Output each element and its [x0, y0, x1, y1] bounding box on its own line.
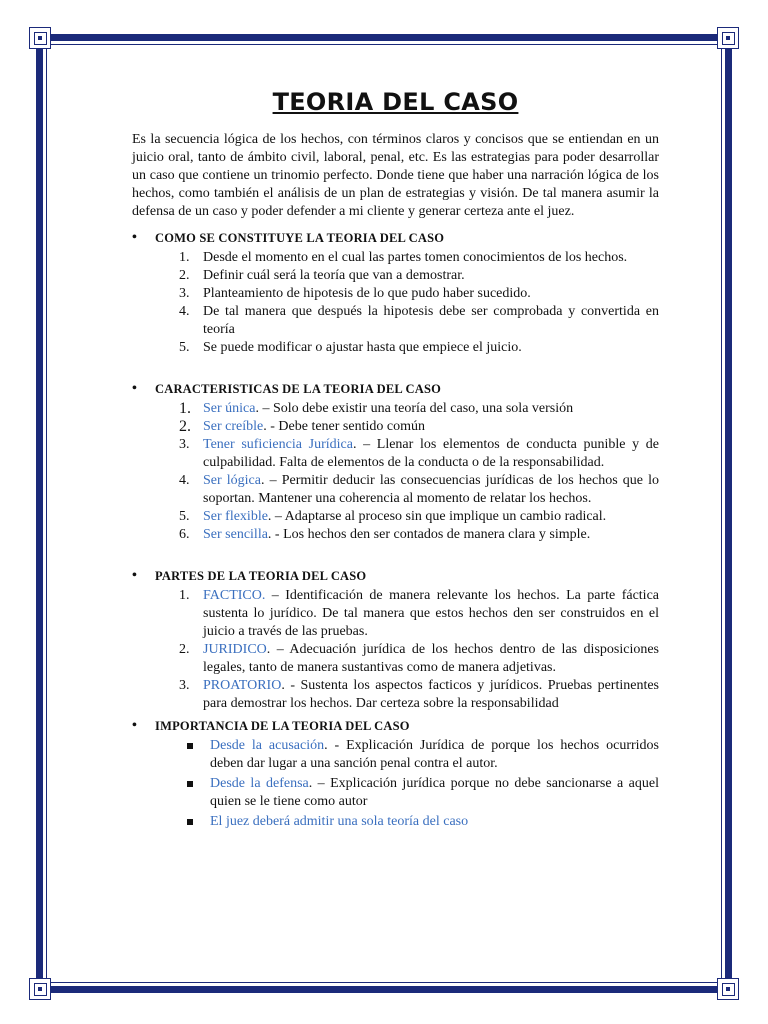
border-corner-ornament: [29, 978, 51, 1000]
section-heading-text: CARACTERISTICAS DE LA TEORIA DEL CASO: [155, 382, 442, 396]
item-number: 5.: [179, 509, 190, 524]
item-text: . - Los hechos den ser contados de manera clara y simple.: [267, 527, 591, 542]
square-bullet-icon: [187, 819, 193, 825]
numbered-list: [132, 587, 659, 713]
item-term: Ser flexible: [203, 509, 268, 524]
item-number: 2.: [179, 268, 190, 283]
list-item: [132, 508, 659, 526]
section-heading-text: PARTES DE LA TEORIA DEL CASO: [155, 569, 367, 583]
list-item: [132, 641, 659, 677]
item-term: El juez deberá admitir una sola teoría del caso: [210, 814, 469, 829]
item-term: Ser lógica: [203, 473, 261, 488]
section-importance: [132, 717, 659, 831]
item-text: . - Explicación Jurídica de porque los hechos ocurridos deben dar lugar a una sanción penal contra el autor.: [210, 738, 659, 771]
bullet-icon: •: [132, 230, 138, 245]
item-text: . - Sustenta los aspectos facticos y jurídicos. Pruebas pertinentes para demostrar los hechos. Dar certeza sobre la responsabilidad: [203, 678, 659, 711]
square-bullet-list: [132, 737, 659, 831]
item-number: 1.: [179, 250, 190, 265]
item-number: 3.: [179, 437, 190, 452]
square-bullet-icon: [187, 781, 193, 787]
list-item: [132, 677, 659, 713]
item-term: PROATORIO: [203, 678, 282, 693]
square-bullet-icon: [187, 743, 193, 749]
item-text: . – Explicación jurídica porque no debe sancionarse a aquel quien se le tiene como autor: [210, 776, 659, 809]
item-number: 6.: [179, 527, 190, 542]
list-item: [132, 436, 659, 472]
list-item: [132, 775, 659, 811]
item-number: 2.: [179, 418, 191, 435]
list-item: [132, 813, 659, 831]
list-item: [132, 267, 659, 285]
list-item: [132, 472, 659, 508]
item-number: 1.: [179, 588, 190, 603]
bullet-icon: •: [132, 718, 138, 733]
item-text: . - Debe tener sentido común: [263, 419, 425, 434]
item-term: Desde la defensa: [210, 776, 309, 791]
list-item: [132, 418, 659, 436]
section-heading-text: IMPORTANCIA DE LA TEORIA DEL CASO: [155, 719, 410, 733]
item-term: Desde la acusación: [210, 738, 325, 753]
section-heading: [132, 229, 659, 247]
border-corner-ornament: [717, 27, 739, 49]
item-term: Tener suficiencia Jurídica: [203, 437, 353, 452]
item-term: Ser creíble: [203, 419, 264, 434]
section-constitution: [132, 229, 659, 357]
list-item: [132, 526, 659, 544]
list-item: [132, 285, 659, 303]
item-term: Ser sencilla: [203, 527, 268, 542]
list-item: [132, 587, 659, 641]
item-text: Desde el momento en el cual las partes tomen conocimientos de los hechos.: [203, 250, 628, 265]
item-text: Definir cuál será la teoría que van a demostrar.: [203, 268, 465, 283]
item-text: De tal manera que después la hipotesis debe ser comprobada y convertida en teoría: [203, 304, 659, 337]
item-text: . – Llenar los elementos de conducta punible y de culpabilidad. Falta de elementos de la conducta o de la responsabilidad.: [203, 437, 659, 470]
item-text: Se puede modificar o ajustar hasta que empiece el juicio.: [203, 340, 522, 355]
item-number: 4.: [179, 304, 190, 319]
item-text: . – Adecuación jurídica de los hechos dentro de las disposiciones legales, tanto de manera sustantivas como de manera adjetivas.: [203, 642, 659, 675]
item-text: – Identificación de manera relevante los hechos. La parte fáctica sustenta lo jurídico. De tal manera que estos hechos den ser construidos en el juicio a través de las pruebas.: [203, 588, 659, 639]
item-number: 3.: [179, 678, 190, 693]
list-item: [132, 737, 659, 773]
item-text: Planteamiento de hipotesis de lo que pudo haber sucedido.: [203, 286, 531, 301]
list-item: [132, 249, 659, 267]
item-text: . – Adaptarse al proceso sin que implique un cambio radical.: [267, 509, 607, 524]
list-item: [132, 339, 659, 357]
item-text: . – Solo debe existir una teoría del caso, una sola versión: [255, 401, 574, 416]
section-heading: [132, 567, 659, 585]
section-parts: [132, 567, 659, 713]
numbered-list: [132, 249, 659, 357]
section-characteristics: [132, 380, 659, 544]
item-term: FACTICO.: [203, 588, 266, 603]
item-term: Ser única: [203, 401, 256, 416]
item-number: 3.: [179, 286, 190, 301]
border-corner-ornament: [29, 27, 51, 49]
section-heading: [132, 380, 659, 398]
page-title: TEORIA DEL CASO: [272, 88, 519, 116]
intro-paragraph: Es la secuencia lógica de los hechos, con términos claros y concisos que se entiendan en un juicio oral, tanto de ámbito civil, laboral, penal, etc. Es las estrategias para poder desarrollar un caso que contiene un trinomio perfecto. Donde tiene que haber una narración lógica de los hechos, como también el análisis de un plan de estrategias y visión. De tal manera asumir la defensa de un caso y poder defender a mi cliente y generar certeza ante el juez.: [132, 132, 659, 219]
item-text: . – Permitir deducir las consecuencias jurídicas de los hechos que lo soportan. Mantener una coherencia al momento de relatar los hechos.: [203, 473, 659, 506]
item-number: 2.: [179, 642, 190, 657]
item-number: 5.: [179, 340, 190, 355]
section-heading: [132, 717, 659, 735]
list-item: [132, 303, 659, 339]
bullet-icon: •: [132, 568, 138, 583]
border-corner-ornament: [717, 978, 739, 1000]
section-heading-text: COMO SE CONSTITUYE LA TEORIA DEL CASO: [155, 231, 445, 245]
numbered-list: [132, 400, 659, 544]
document-body: [132, 88, 659, 833]
bullet-icon: •: [132, 381, 138, 396]
item-term: JURIDICO: [203, 642, 267, 657]
item-number: 4.: [179, 473, 190, 488]
list-item: [132, 400, 659, 418]
item-number: 1.: [179, 400, 191, 417]
